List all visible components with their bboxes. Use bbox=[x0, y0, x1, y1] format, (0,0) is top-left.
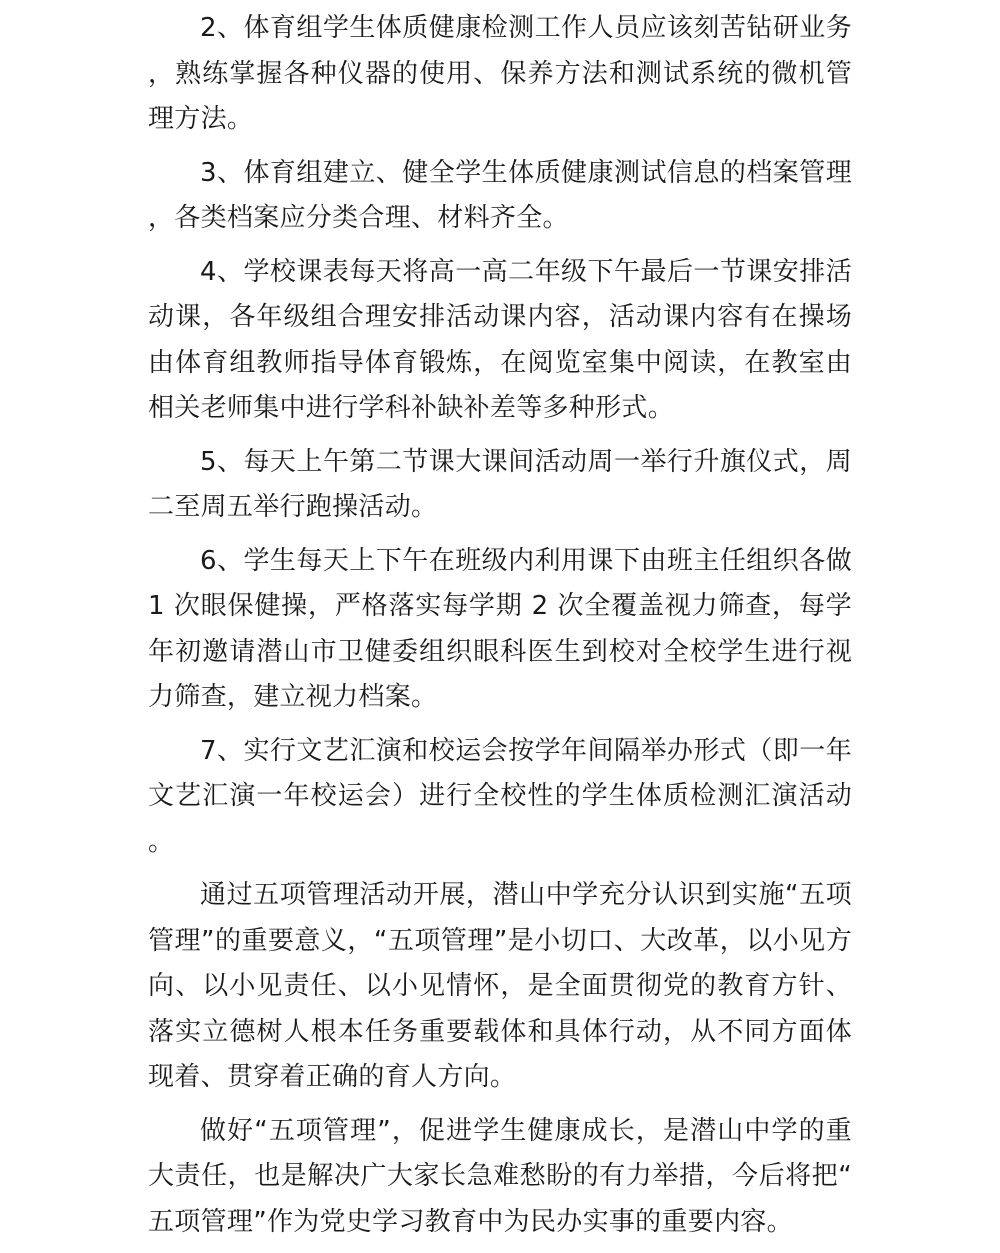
paragraph-conclusion: 做好“五项管理”，促进学生健康成长，是潜山中学的重大责任，也是解决广大家长急难愁盼的有力举措，今后将把“五项管理”作为党史学习教育中为民办实事的重要内容。 bbox=[148, 1115, 852, 1237]
paragraph-item-4-activity-class: 4、学校课表每天将高一高二年级下午最后一节课安排活动课，各年级组合理安排活动课内容，活动课内容有在操场由体育组教师指导体育锻炼，在阅览室集中阅读，在教室由相关老师集中进行学科补缺补差等多种形式。 bbox=[148, 256, 852, 423]
paragraph-summary: 通过五项管理活动开展，潜山中学充分认识到实施“五项管理”的重要意义，“五项管理”是小切口、大改革，以小见方向、以小见责任、以小见情怀，是全面贯彻党的教育方针、落实立德树人根本任务重要载体和具体行动，从不同方面体现着、贯穿着正确的育人方向。 bbox=[148, 880, 852, 1092]
paragraph-item-2-fitness-staff: 2、体育组学生体质健康检测工作人员应该刻苦钻研业务，熟练掌握各种仪器的使用、保养方法和测试系统的微机管理方法。 bbox=[148, 13, 852, 134]
paragraph-item-7-sports-meet: 7、实行文艺汇演和校运会按学年间隔举办形式（即一年文艺汇演一年校运会）进行全校性的学生体质检测汇演活动。 bbox=[148, 735, 852, 857]
paragraph-item-5-recess: 5、每天上午第二节课大课间活动周一举行升旗仪式，周二至周五举行跑操活动。 bbox=[148, 446, 852, 522]
document-page bbox=[148, 6, 852, 1253]
paragraph-item-3-archives: 3、体育组建立、健全学生体质健康测试信息的档案管理，各类档案应分类合理、材料齐全。 bbox=[148, 157, 852, 233]
paragraph-item-6-eye-care: 6、学生每天上下午在班级内利用课下由班主任组织各做 1 次眼保健操，严格落实每学期 2 次全覆盖视力筛查，每学年初邀请潜山市卫健委组织眼科医生到校对全校学生进行视力筛查，建立视力档案。 bbox=[148, 545, 852, 712]
